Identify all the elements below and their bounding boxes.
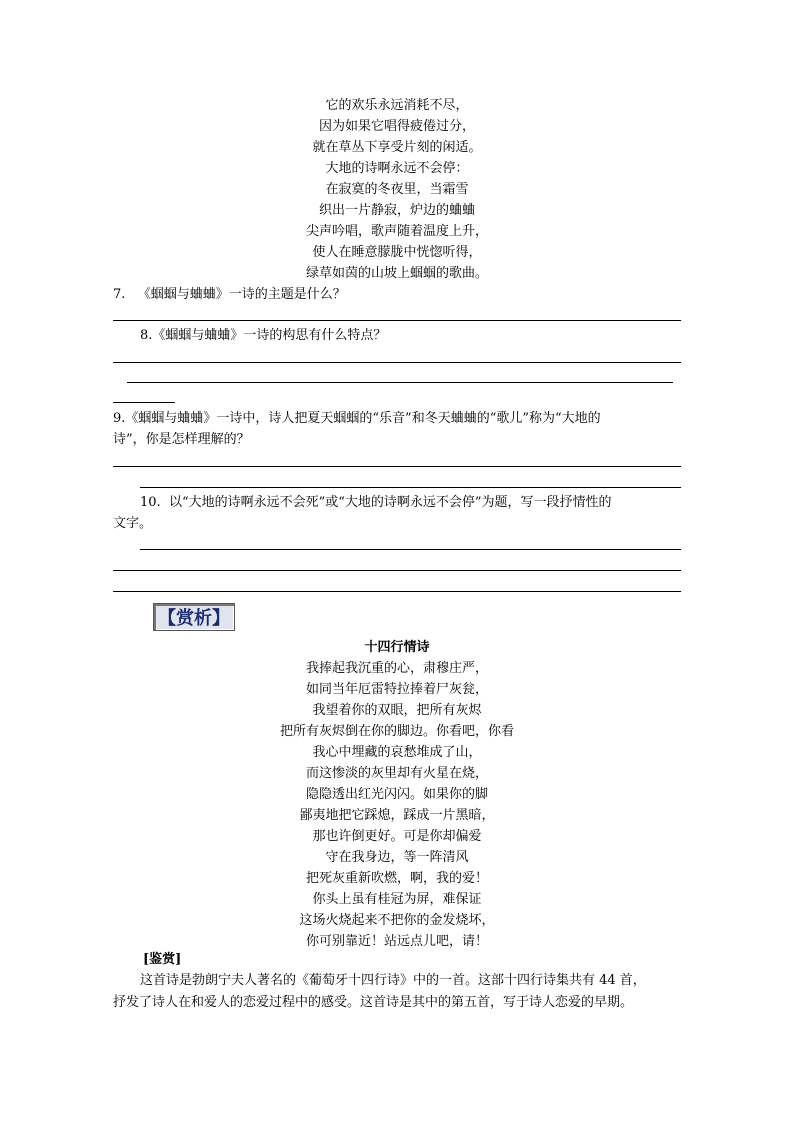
question-8: 8.《蝈蝈与蛐蛐》一诗的构思有什么特点？ (140, 328, 387, 343)
commentary-text: 这首诗是勃朗宁夫人著名的《葡萄牙十四行诗》中的一首。这部十四行诗集共有 44 首， (140, 973, 646, 988)
answer-line[interactable] (127, 382, 673, 383)
poem-line: 绿草如茵的山坡上蝈蝈的歌曲。 (305, 266, 488, 281)
answer-line[interactable] (113, 320, 681, 321)
poem-line: 使人在睡意朦胧中恍惚听得， (312, 245, 482, 260)
commentary-heading: [鉴赏] (143, 952, 182, 967)
answer-line[interactable] (113, 466, 681, 467)
poem-line: 而这惨淡的灰里却有火星在烧， (305, 766, 488, 781)
question-9-line1: 9.《蝈蝈与蛐蛐》一诗中，诗人把夏天蝈蝈的“乐音”和冬天蛐蛐的“歌儿”称为“大地的 (113, 411, 601, 426)
poem-line: 就在草丛下享受片刻的闲适。 (312, 140, 482, 155)
poem-line: 隐隐透出红光闪闪。如果你的脚 (305, 787, 488, 802)
question-7: 7. 《蝈蝈与蛐蛐》一诗的主题是什么？ (113, 287, 346, 302)
answer-line[interactable] (113, 362, 681, 363)
answer-line[interactable] (140, 487, 681, 488)
answer-line[interactable] (113, 570, 681, 571)
poem-line: 我心中埋藏的哀愁堆成了山， (312, 745, 482, 760)
poem-line: 守在我身边，等一阵清风 (325, 850, 469, 865)
poem-line: 因为如果它唱得疲倦过分， (318, 119, 475, 134)
poem-title: 十四行情诗 (364, 640, 430, 655)
appreciation-badge: 【赏析】 (153, 603, 235, 631)
poem-line: 尖声吟唱，歌声随着温度上升， (305, 224, 488, 239)
poem-line: 我捧起我沉重的心，肃穆庄严， (305, 661, 488, 676)
poem-line: 它的欢乐永远消耗不尽， (325, 98, 469, 113)
poem-line: 织出一片静寂，炉边的蛐蛐 (318, 203, 475, 218)
question-9-line2: 诗”，你是怎样理解的？ (113, 432, 250, 447)
poem-line: 鄙夷地把它踩熄，踩成一片黑暗， (299, 808, 495, 823)
poem-line: 那也许倒更好。可是你却偏爱 (312, 829, 482, 844)
poem-line: 这场火烧起来不把你的金发烧坏， (299, 913, 495, 928)
commentary-text: 抒发了诗人在和爱人的恋爱过程中的感受。这首诗是其中的第五首，写于诗人恋爱的早期。 (113, 995, 634, 1010)
poem-line: 把死灰重新吹燃，啊，我的爱！ (305, 871, 488, 886)
question-10-line1: 10. 以“大地的诗啊永远不会死”或“大地的诗啊永远不会停”为题，写一段抒情性的 (140, 495, 612, 510)
question-10-line2: 文字。 (113, 516, 153, 531)
answer-line[interactable] (113, 402, 175, 403)
poem-line: 你可别靠近！站远点儿吧，请！ (305, 934, 488, 949)
poem-line: 把所有灰烬倒在你的脚边。你看吧，你看 (279, 724, 514, 739)
poem-line: 在寂寞的冬夜里，当霜雪 (325, 182, 469, 197)
answer-line[interactable] (113, 591, 681, 592)
poem-line: 我望着你的双眼，把所有灰烬 (312, 703, 482, 718)
poem-line: 你头上虽有桂冠为屏，难保证 (312, 892, 482, 907)
answer-line[interactable] (140, 549, 681, 550)
poem-line: 大地的诗啊永远不会停： (325, 161, 469, 176)
poem-line: 如同当年厄雷特拉捧着尸灰瓮， (305, 682, 488, 697)
